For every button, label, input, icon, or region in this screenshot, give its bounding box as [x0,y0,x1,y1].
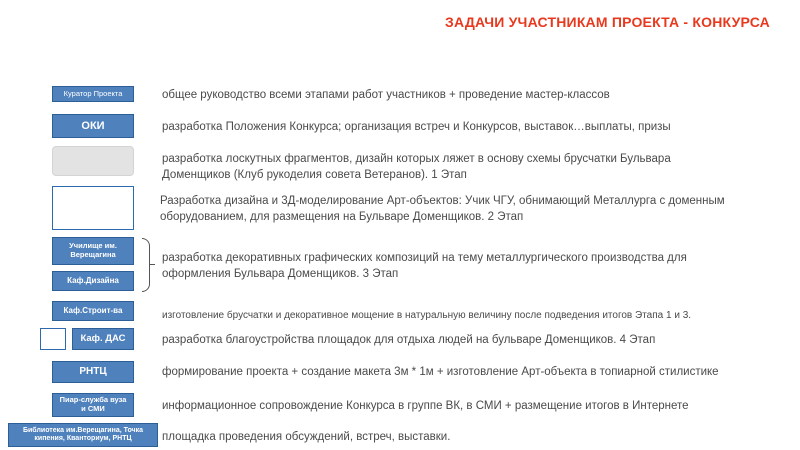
das-dept-label: Каф. ДАС [80,332,126,344]
design-dept-box [52,271,134,291]
design-dept-label: Каф.Дизайна [67,276,119,286]
row-text-stage4: разработка благоустройства площадок для отдыха людей на бульваре Доменщиков. 4 Этап [162,334,656,346]
row-text-stage2: Разработка дизайна и 3Д-моделирование Арт-объектов: Учик ЧГУ, обнимающий Металлурга с доменным оборудованием, для размещения на Бульваре Доменщиков. 2 Этап [160,195,725,223]
das-side-box [40,328,66,350]
row-text-venue: площадка проведения обсуждений, встреч, выставки. [162,431,451,443]
rntc-box [52,361,134,383]
construction-dept-box [52,301,134,321]
oki-box [52,114,134,138]
das-dept-box [72,328,134,350]
libraries-label: Библиотека им.Верещагина, Точка кипения, Кванториум, РНТЦ [22,426,144,442]
curator-label: Куратор Проекта [63,88,123,98]
row-text-rntc: формирование проекта + создание макета 3м * 1м + изготовление Арт-объекта в топиарной стилистике [162,366,719,378]
row-text-curator: общее руководство всеми этапами работ участников + проведение мастер-классов [162,89,610,101]
construction-dept-label: Каф.Строит-ва [63,306,123,316]
row-text-stage3: разработка декоративных графических композиций на тему металлургического производства для оформления Бульвара Доменщиков. 3 Этап [162,252,687,280]
vereshchagin-school-box [52,237,134,265]
page-title: ЗАДАЧИ УЧАСТНИКАМ ПРОЕКТА - КОНКУРСА [445,14,770,30]
empty-box [52,186,134,230]
curator-box [52,86,134,102]
row-text-oki: разработка Положения Конкурса; организация встреч и Конкурсов, выставок…выплаты, призы [162,121,671,133]
row-text-stage1: разработка лоскутных фрагментов, дизайн которых ляжет в основу схемы брусчатки Бульвара Доменщиков (Клуб рукоделия совета Ветеранов). 1 Этап [162,153,671,181]
row-text-paving: изготовление брусчатки и декоративное мощение в натуральную величину после подведения итогов Этапа 1 и 3. [162,310,692,321]
vereshchagin-school-label: Училище им. Верещагина [69,241,117,259]
oki-label: ОКИ [81,119,105,132]
row-text-pr: информационное сопровождение Конкурса в группе ВК, в СМИ + размещение итогов в Интернете [162,400,689,412]
grouping-brace [142,238,150,292]
pr-service-box [52,393,134,417]
grey-placeholder-box [52,146,134,176]
rntc-label: РНТЦ [79,366,107,378]
pr-service-label: Пиар-служба вуза и СМИ [59,395,127,413]
libraries-box [8,423,158,447]
